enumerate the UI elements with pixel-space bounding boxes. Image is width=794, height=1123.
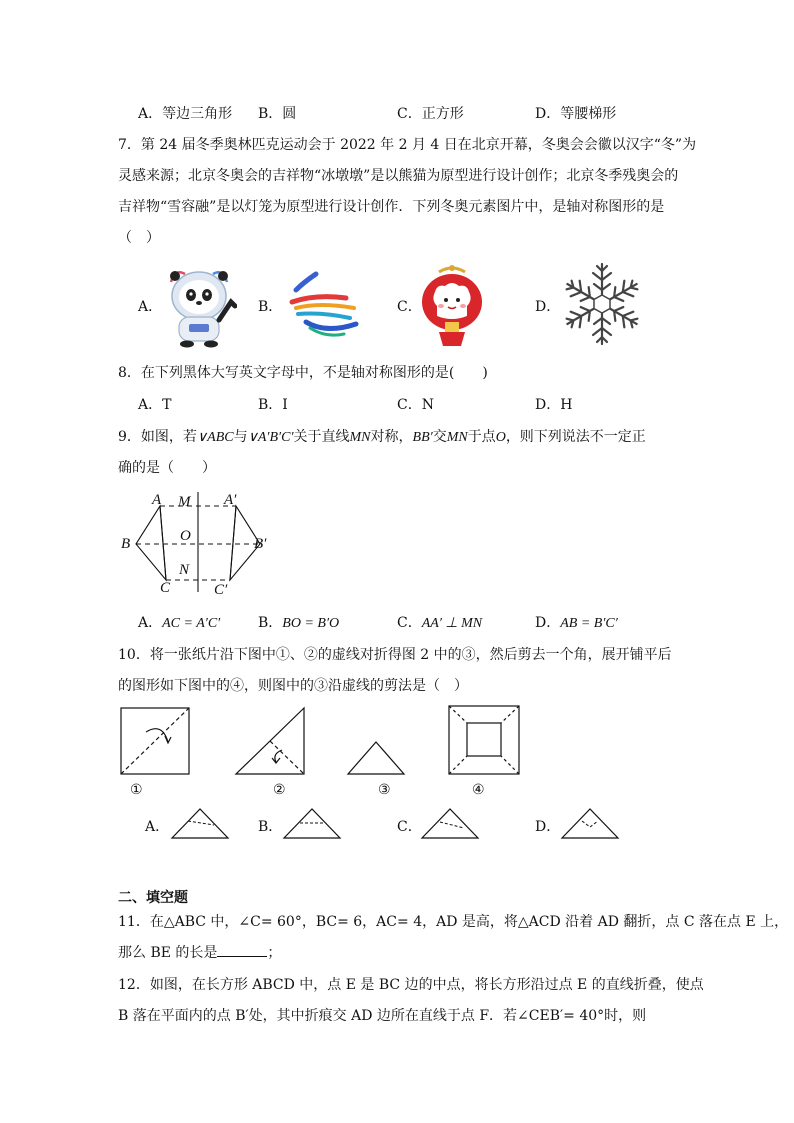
q11-stem-line2: 那么 BE 的长是 ； (118, 945, 282, 961)
q8-option-d: D．H (535, 397, 573, 413)
q6-option-c: C．正方形 (397, 106, 464, 122)
q10-option-c-figure (420, 805, 480, 841)
q10-option-a-label: A． (145, 819, 170, 835)
q11-stem-line1: 11．在△ABC 中，∠C= 60°，BC= 6，AC= 4，AD 是高，将△ACD 沿着 AD 翻折，点 C 落在点 E 上， (118, 914, 789, 930)
q10-folding-figures (110, 700, 530, 800)
q6-option-b: B．圆 (258, 106, 297, 122)
q8-option-a: A．T (138, 397, 172, 413)
label-a: A (152, 492, 162, 508)
q10-option-c-label: C． (397, 819, 422, 835)
fig3-label: ③ (378, 783, 391, 798)
q8-stem: 8．在下列黑体大写英文字母中，不是轴对称图形的是( ) (118, 365, 488, 381)
label-n: N (179, 562, 190, 578)
q6-option-d: D．等腰梯形 (535, 106, 617, 122)
q10-option-d-label: D． (535, 819, 561, 835)
q8-option-b: B．I (258, 397, 288, 413)
label-a-prime: A′ (224, 492, 237, 508)
q9-symmetry-figure (118, 490, 278, 602)
q9-stem-line1: 9．如图，若∨ABC与∨A′B′C′关于直线MN对称，BB′交MN于点O，则下列说法不一定正 (118, 429, 646, 445)
q7-stem-line1: 7．第 24 届冬季奥林匹克运动会于 2022 年 2 月 4 日在北京开幕，冬奥会会徽以汉字“冬”为 (118, 137, 697, 153)
panda-mascot-icon (165, 262, 237, 348)
q7-option-d-label: D． (535, 299, 561, 315)
q12-stem-line1: 12．如图，在长方形 ABCD 中，点 E 是 BC 边的中点，将长方形沿过点 E 的直线折叠，使点 (118, 977, 704, 993)
q10-stem-line2: 的图形如下图中的④，则图中的③沿虚线的剪法是（ ） (118, 678, 468, 694)
q6-option-a: A．等边三角形 (138, 106, 233, 122)
q9-option-b: B．BO = B′O (258, 615, 340, 631)
q10-option-d-figure (560, 805, 620, 841)
label-o: O (180, 528, 191, 544)
fig2-label: ② (273, 783, 286, 798)
q11-answer-blank[interactable] (217, 944, 267, 957)
fig1-label: ① (130, 783, 143, 798)
label-m: M (178, 494, 191, 510)
label-c-prime: C′ (214, 582, 228, 598)
q7-option-c-label: C． (397, 299, 422, 315)
snowflake-icon (558, 260, 646, 348)
q9-option-a: A．AC = A′C′ (138, 615, 221, 631)
q10-option-b-label: B． (258, 819, 283, 835)
emblem-icon (286, 268, 360, 340)
q10-option-a-figure (170, 805, 230, 841)
q7-option-b-label: B． (258, 299, 283, 315)
q9-option-c: C．AA′ ⊥ MN (397, 615, 483, 631)
lantern-mascot-icon (417, 262, 487, 348)
label-b-prime: B′ (254, 536, 267, 552)
section-fill-in-title: 二、填空题 (118, 890, 188, 906)
q9-stem-line2: 确的是（ ） (118, 460, 216, 476)
q7-stem-line2: 灵感来源；北京冬奥会的吉祥物“冰墩墩”是以熊猫为原型进行设计创作；北京冬季残奥会的 (118, 168, 679, 184)
label-b: B (121, 536, 131, 552)
q7-stem-line3: 吉祥物“雪容融”是以灯笼为原型进行设计创作．下列冬奥元素图片中，是轴对称图形的是 (118, 199, 665, 215)
fig4-label: ④ (472, 783, 485, 798)
q7-stem-line4: （ ） (118, 230, 160, 246)
q7-option-a-label: A． (138, 299, 163, 315)
label-c: C (160, 580, 171, 596)
q10-option-b-figure (282, 805, 342, 841)
q9-option-d: D．AB = B′C′ (535, 615, 618, 631)
q8-option-c: C．N (397, 397, 434, 413)
q12-stem-line2: B 落在平面内的点 B′处，其中折痕交 AD 边所在直线于点 F．若∠CEB′= 40°时，则 (118, 1008, 647, 1024)
q10-stem-line1: 10．将一张纸片沿下图中①、②的虚线对折得图 2 中的③，然后剪去一个角，展开铺平后 (118, 647, 672, 663)
